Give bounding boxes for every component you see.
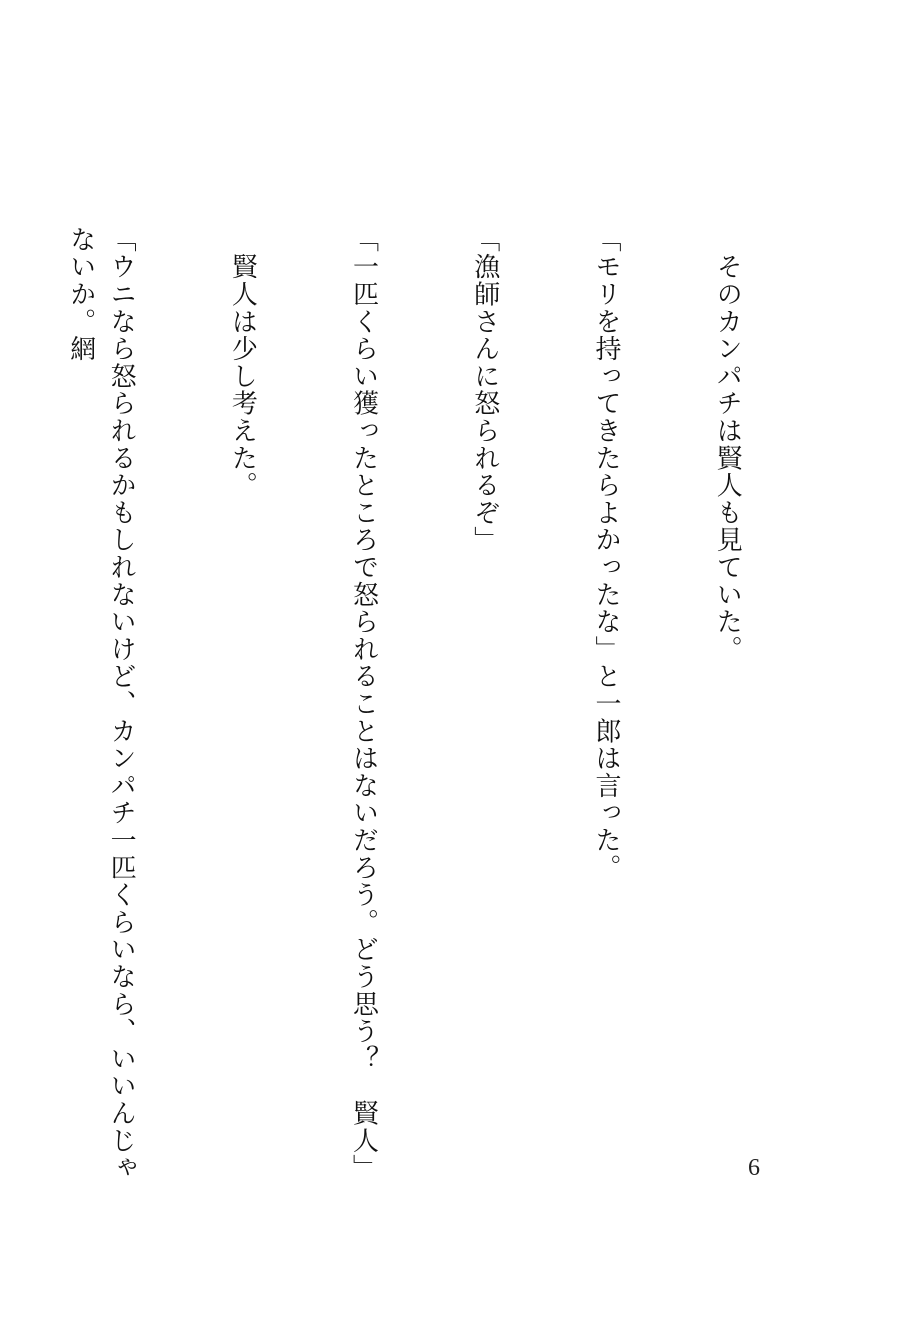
text-line: 「ウニなら怒られるかもしれないけど、カンパチ一匹くらいなら、いいんじゃないか。網 xyxy=(65,226,137,1182)
text-line: 賢人は少し考えた。 xyxy=(227,226,258,499)
page-number: 6 xyxy=(748,1155,760,1181)
text-line: 「漁師さんに怒られるぞ」 xyxy=(469,226,500,554)
text-line: 「一匹くらい獲ったところで怒られることはないだろう。どう思う？ 賢人」 xyxy=(348,226,379,1182)
vertical-text-body xyxy=(0,226,828,1186)
text-line: 「モリを持ってきたらよかったな」と一郎は言った。 xyxy=(590,226,621,882)
text-line: そのカンパチは賢人も見ていた。 xyxy=(712,226,743,663)
